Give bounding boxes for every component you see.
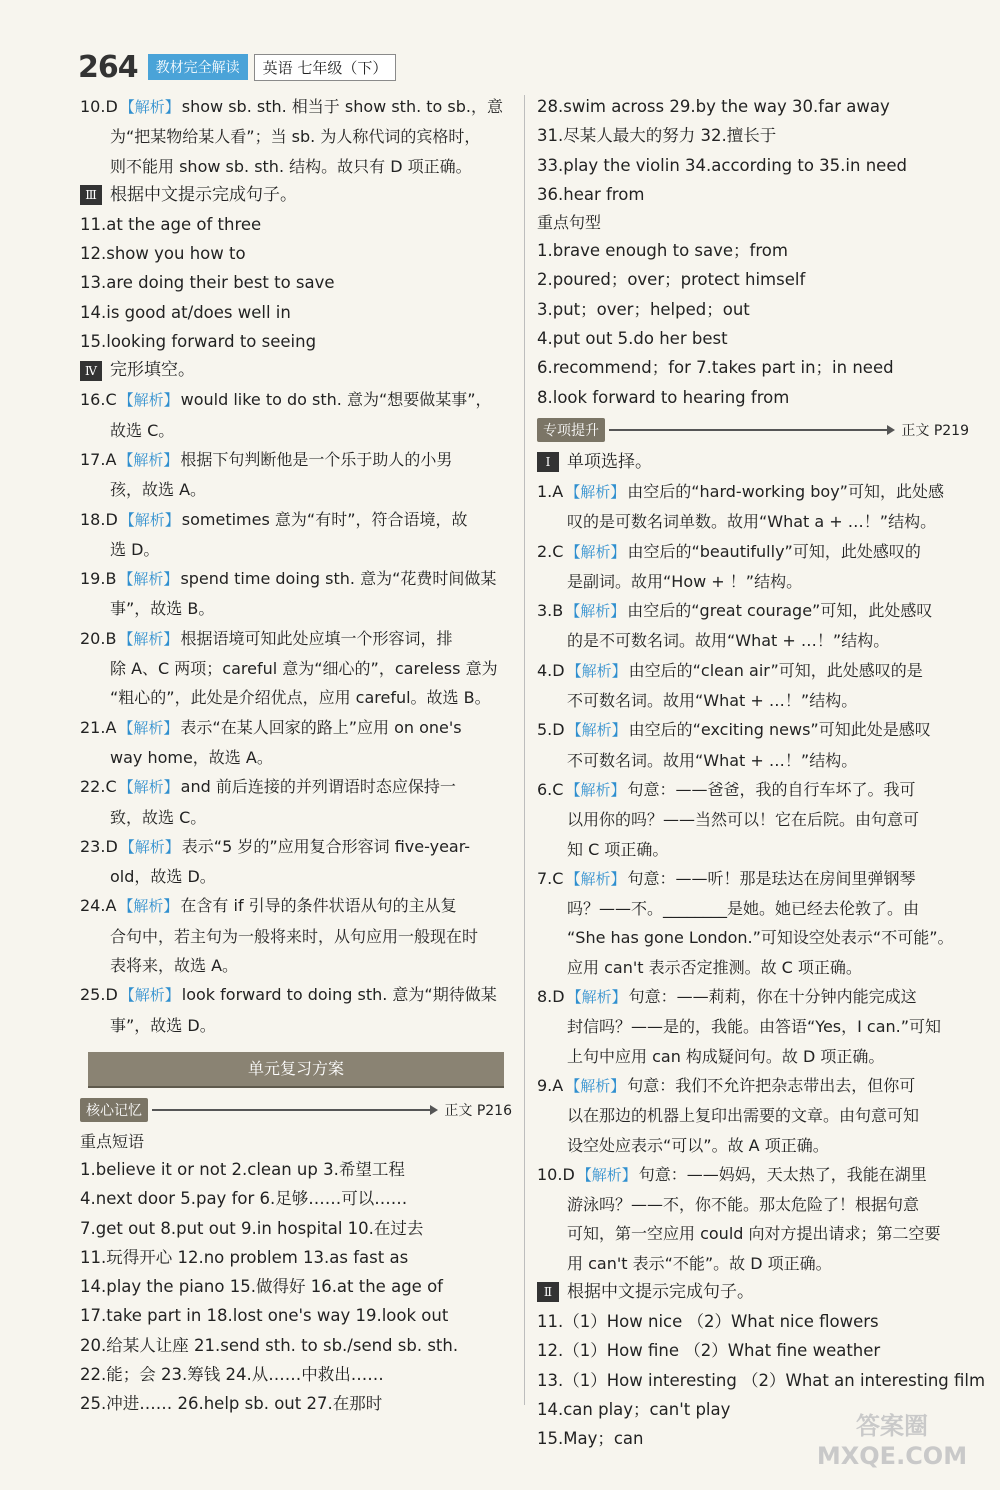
analysis-text: 除 A、C 两项；careful 意为“细心的”，careless 意为 [110, 659, 498, 679]
answer-number: 6.C [537, 779, 564, 799]
answer-line: 13.are doing their best to save [80, 273, 335, 293]
answer-line [80, 122, 512, 151]
watermark-logo [802, 1404, 982, 1474]
arrow-line [609, 429, 893, 431]
answer-line [80, 891, 512, 921]
answer-line [537, 805, 969, 834]
page-number: 264 [78, 49, 138, 85]
analysis-text: 叹的是可数名词单数。故用“What a + …！”结构。 [567, 512, 937, 532]
section-title: 单项选择。 [567, 451, 652, 472]
analysis-tag: 【解析】 [118, 391, 179, 410]
answer-line [537, 686, 969, 715]
answer-line [537, 982, 969, 1012]
key-phrases-continued [537, 92, 969, 209]
phrase-line: 36.hear from [537, 184, 645, 204]
answer-line [80, 743, 512, 772]
answer-number: 22.C [80, 777, 117, 797]
answer-number: 1.A [537, 481, 564, 501]
analysis-tag: 【解析】 [566, 721, 627, 740]
book-title: 英语 七年级（下） [254, 54, 397, 81]
phrase-line: 22.能；会 23.筹钱 24.从……中救出…… [80, 1364, 384, 1384]
answer-line [537, 537, 969, 567]
analysis-text: 是副词。故用“How + ！”结构。 [567, 571, 803, 591]
analysis-text: 句意：——爸爸，我的自行车坏了。我可 [627, 779, 916, 799]
sentence-line: 8.look forward to hearing from [537, 387, 790, 407]
series-badge: 教材完全解读 [148, 54, 248, 80]
answer-line [537, 477, 969, 507]
answer-line [80, 862, 512, 891]
analysis-tag: 【解析】 [565, 602, 626, 621]
analysis-text: 合句中，若主句为一般将来时，从句应用一般现在时 [110, 926, 479, 946]
analysis-text: 句意：——妈妈，天太热了，我能在湖里 [638, 1164, 927, 1184]
special-practice-tag: 专项提升 [537, 418, 605, 442]
answer-line [80, 832, 512, 862]
answer-number: 17.A [80, 449, 117, 469]
analysis-tag: 【解析】 [119, 510, 180, 529]
analysis-tag: 【解析】 [118, 570, 179, 589]
answer-line: 15.May；can [537, 1429, 644, 1449]
answer-line [80, 683, 512, 712]
answer-line [80, 416, 512, 445]
answer-line [537, 864, 969, 894]
answer-number: 9.A [537, 1075, 564, 1095]
analysis-tag: 【解析】 [119, 98, 180, 116]
analysis-text: 上句中应用 can 构成疑问句。故 D 项正确。 [567, 1046, 885, 1066]
analysis-text: and 前后连接的并列谓语时态应保持一 [180, 777, 456, 797]
answer-number: 21.A [80, 717, 117, 737]
analysis-text: 故选 C。 [110, 420, 175, 440]
analysis-tag: 【解析】 [119, 837, 180, 856]
textbook-page-ref: 正文 P219 [901, 422, 969, 439]
answer-line [80, 152, 512, 181]
answer-number: 16.C [80, 390, 117, 410]
analysis-tag: 【解析】 [576, 1165, 637, 1184]
analysis-text: 致，故选 C。 [110, 807, 207, 827]
analysis-text: 选 D。 [110, 539, 160, 559]
analysis-text: 以在那边的机器上复印出需要的文章。由句意可知 [567, 1106, 920, 1126]
analysis-text: 表示“在某人回家的路上”应用 on one's [180, 717, 462, 737]
answer-line: 11.at the age of three [80, 214, 262, 234]
answer-line [80, 624, 512, 654]
analysis-tag: 【解析】 [565, 482, 626, 501]
analysis-text: 则不能用 show sb. sth. 结构。故只有 D 项正确。 [110, 156, 472, 176]
answer-line [80, 1011, 512, 1040]
core-memory-tag: 核心记忆 [80, 1098, 148, 1122]
analysis-text: 在含有 if 引导的条件状语从句的主从复 [180, 896, 457, 916]
answer-line: 14.is good at/does well in [80, 302, 291, 322]
analysis-tag: 【解析】 [118, 718, 179, 737]
analysis-text: 用 can't 表示“不能”。故 D 项正确。 [567, 1253, 832, 1273]
answer-number: 25.D [80, 985, 118, 1005]
analysis-tag: 【解析】 [118, 629, 179, 648]
analysis-text: 事”，故选 D。 [110, 1015, 216, 1035]
section-3-answers [80, 210, 512, 356]
analysis-text: 由空后的“exciting news”可知此处是感叹 [628, 720, 931, 740]
answer-line [537, 656, 969, 686]
answer-line [537, 1190, 969, 1219]
phrase-line: 20.给某人让座 21.send sth. to sb./send sb. sth. [80, 1335, 459, 1355]
analysis-text: 封信吗？——是的，我能。由答语“Yes，I can.”可知 [567, 1017, 942, 1037]
answer-line [80, 951, 512, 980]
answer-line [80, 535, 512, 564]
answer-number: 10.D [80, 97, 118, 116]
analysis-text: 由空后的“great courage”可知，此处感叹 [627, 601, 933, 621]
column-divider [524, 95, 525, 1405]
analysis-text: 的是不可数名词。故用“What + …！”结构。 [567, 631, 890, 651]
analysis-text: way home，故选 A。 [110, 747, 273, 767]
answer-number: 19.B [80, 569, 117, 589]
analysis-tag: 【解析】 [565, 869, 626, 888]
analysis-tag: 【解析】 [566, 988, 627, 1007]
answer-line [80, 980, 512, 1010]
answer-line [537, 1071, 969, 1101]
phrase-line: 31.尽某人最大的努力 32.擅长于 [537, 126, 777, 146]
phrase-line: 33.play the violin 34.according to 35.in need [537, 155, 907, 175]
section-2-heading [537, 1278, 969, 1307]
roman-numeral-badge: Ⅱ [537, 1282, 559, 1302]
phrase-line: 11.玩得开心 12.no problem 13.as fast as [80, 1247, 409, 1267]
answer-line [80, 505, 512, 535]
section-4-heading [80, 356, 512, 385]
answer-line [537, 1131, 969, 1160]
analysis-tag: 【解析】 [565, 542, 626, 561]
answer-line [537, 1219, 969, 1248]
answer-line [537, 953, 969, 982]
section-4-answers [80, 385, 512, 1040]
answer-line [537, 894, 969, 923]
analysis-text: “粗心的”，此处是介绍优点，应用 careful。故选 B。 [110, 688, 491, 708]
answer-line [80, 772, 512, 802]
answer-line [80, 92, 512, 122]
analysis-text: show sb. sth. 相当于 show sth. to sb.，意 [181, 97, 503, 116]
answer-number: 8.D [537, 987, 565, 1007]
sentence-line: 4.put out 5.do her best [537, 329, 728, 349]
analysis-text: 句意：——听！那是珐达在房间里弹钢琴 [627, 868, 916, 888]
analysis-text: old，故选 D。 [110, 867, 216, 887]
answer-line [537, 626, 969, 655]
analysis-text: 知 C 项正确。 [567, 839, 669, 859]
sentence-line: 1.brave enough to save；from [537, 241, 788, 261]
key-sentences-title: 重点句型 [537, 213, 602, 233]
section-title: 根据中文提示完成句子。 [110, 184, 297, 205]
unit-review-banner: 单元复习方案 [88, 1052, 504, 1086]
analysis-text: 不可数名词。故用“What + …！”结构。 [567, 750, 858, 770]
section-title: 完形填空。 [110, 360, 195, 381]
analysis-text: spend time doing sth. 意为“花费时间做某 [180, 569, 497, 589]
roman-numeral-badge: Ⅰ [537, 452, 559, 472]
watermark-line2: MXQE.COM [816, 1442, 968, 1470]
page-header [78, 50, 396, 84]
sentence-line: 6.recommend；for 7.takes part in；in need [537, 358, 894, 378]
roman-numeral-badge: Ⅳ [80, 361, 102, 381]
core-memory-row [80, 1096, 512, 1124]
answer-number: 10.D [537, 1164, 575, 1184]
sentence-line: 2.poured；over；protect himself [537, 270, 806, 290]
analysis-text: 不可数名词。故用“What + …！”结构。 [567, 691, 858, 711]
answer-line [537, 715, 969, 745]
answer-line [80, 475, 512, 504]
answer-line [537, 1042, 969, 1071]
analysis-text: 根据语境可知此处应填一个形容词，排 [180, 628, 453, 648]
answer-line [537, 1012, 969, 1041]
answer-line [80, 713, 512, 743]
answer-line [537, 1101, 969, 1130]
answer-block-continued [80, 92, 512, 181]
phrase-line: 14.play the piano 15.做得好 16.at the age of [80, 1277, 443, 1297]
analysis-tag: 【解析】 [565, 1076, 626, 1095]
special-practice-row [537, 416, 969, 444]
phrase-line: 17.take part in 18.lost one's way 19.look out [80, 1306, 449, 1326]
analysis-text: 句意：我们不允许把杂志带出去，但你可 [627, 1075, 916, 1095]
answer-line [80, 385, 512, 415]
answer-line [80, 445, 512, 475]
answer-number: 24.A [80, 896, 117, 916]
answer-number: 3.B [537, 601, 564, 621]
section-1-heading [537, 448, 969, 477]
answer-line [537, 1249, 969, 1278]
analysis-text: 句意：——莉莉，你在十分钟内能完成这 [628, 987, 917, 1007]
answer-line: 13.（1）How interesting （2）What an interesting film [537, 1370, 986, 1390]
watermark-line1: 答案圈 [856, 1412, 928, 1440]
phrase-line: 25.冲进…… 26.help sb. out 27.在那时 [80, 1394, 383, 1414]
analysis-tag: 【解析】 [118, 897, 179, 916]
analysis-text: 以用你的吗？——当然可以！它在后院。由句意可 [567, 810, 920, 830]
analysis-text: 设空处应表示“可以”。故 A 项正确。 [567, 1135, 829, 1155]
answer-line [537, 507, 969, 536]
analysis-tag: 【解析】 [118, 778, 179, 797]
analysis-text: 根据下句判断他是一个乐于助人的小男 [180, 449, 453, 469]
answer-number: 23.D [80, 836, 118, 856]
analysis-text: look forward to doing sth. 意为“期待做某 [181, 985, 497, 1005]
answer-number: 20.B [80, 628, 117, 648]
answer-line: 15.looking forward to seeing [80, 332, 317, 352]
answer-line: 12.show you how to [80, 244, 246, 264]
answer-number: 2.C [537, 541, 564, 561]
analysis-text: sometimes 意为“有时”，符合语境，故 [181, 509, 468, 529]
answer-line: 12.（1）How fine （2）What fine weather [537, 1341, 881, 1361]
answer-line [80, 594, 512, 623]
answer-line [80, 564, 512, 594]
sentence-line: 3.put；over；helped；out [537, 299, 750, 319]
analysis-text: “She has gone London.”可知设空处表示“不可能”。 [567, 928, 954, 948]
analysis-text: would like to do sth. 意为“想要做某事”， [180, 390, 492, 410]
analysis-text: 由空后的“clean air”可知，此处感叹的是 [628, 660, 923, 680]
answer-line [537, 1160, 969, 1190]
analysis-text: 孩，故选 A。 [110, 480, 207, 500]
analysis-tag: 【解析】 [119, 986, 180, 1005]
analysis-tag: 【解析】 [565, 780, 626, 799]
left-column [80, 92, 512, 1419]
textbook-page-ref: 正文 P216 [444, 1102, 512, 1119]
section-1-answers [537, 477, 969, 1278]
phrase-line: 1.believe it or not 2.clean up 3.希望工程 [80, 1159, 405, 1179]
analysis-text: 吗？——不。________是她。她已经去伦敦了。由 [567, 899, 920, 919]
answer-line: 11.（1）How nice （2）What nice flowers [537, 1311, 879, 1331]
answer-number: 18.D [80, 509, 118, 529]
answer-line [537, 746, 969, 775]
answer-line [80, 803, 512, 832]
right-column [537, 92, 986, 1453]
answer-line [537, 567, 969, 596]
analysis-text: 为“把某物给某人看”；当 sb. 为人称代词的宾格时， [110, 127, 481, 147]
analysis-tag: 【解析】 [566, 661, 627, 680]
analysis-text: 应用 can't 表示否定推测。故 C 项正确。 [567, 957, 862, 977]
answer-number: 4.D [537, 660, 565, 680]
arrow-line [152, 1109, 436, 1111]
analysis-text: 由空后的“hard-working boy”可知，此处感 [627, 481, 944, 501]
answer-line [537, 923, 969, 952]
analysis-text: 由空后的“beautifully”可知，此处感叹的 [627, 541, 921, 561]
analysis-text: 可知，第一空应用 could 向对方提出请求；第二空要 [567, 1224, 941, 1244]
roman-numeral-badge: Ⅲ [80, 185, 102, 205]
phrase-line: 4.next door 5.pay for 6.足够……可以…… [80, 1189, 408, 1209]
analysis-text: 事”，故选 B。 [110, 599, 215, 619]
section-3-heading [80, 181, 512, 210]
analysis-text: 表示“5 岁的”应用复合形容词 five-year- [181, 836, 471, 856]
section-title: 根据中文提示完成句子。 [567, 1281, 754, 1302]
answer-line [537, 596, 969, 626]
answer-line: 14.can play；can't play [537, 1399, 731, 1419]
answer-number: 7.C [537, 868, 564, 888]
key-phrases-list [80, 1155, 512, 1419]
answer-line [80, 654, 512, 683]
answer-line [80, 922, 512, 951]
analysis-text: 表将来，故选 A。 [110, 956, 239, 976]
answer-line [537, 775, 969, 805]
analysis-text: 游泳吗？——不，你不能。那太危险了！根据句意 [567, 1195, 920, 1215]
key-phrases-title: 重点短语 [80, 1131, 145, 1151]
analysis-tag: 【解析】 [118, 450, 179, 469]
answer-number: 5.D [537, 720, 565, 740]
phrase-line: 28.swim across 29.by the way 30.far away [537, 97, 890, 116]
phrase-line: 7.get out 8.put out 9.in hospital 10.在过去 [80, 1218, 424, 1238]
answer-line [537, 835, 969, 864]
key-sentences-list [537, 236, 969, 412]
